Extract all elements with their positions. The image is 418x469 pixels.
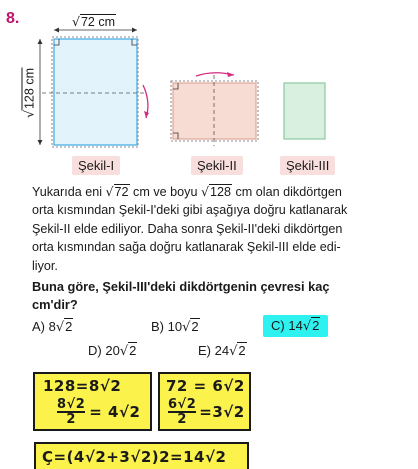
- height-label: √128 cm: [21, 68, 37, 118]
- option-a[interactable]: A) 8√2: [32, 319, 73, 335]
- option-b[interactable]: B) 10√2: [151, 319, 199, 335]
- width-label: √72 cm: [72, 14, 116, 29]
- solution-box-1: [33, 372, 152, 431]
- folding-diagram: [0, 0, 418, 180]
- caption-sekil-2: Şekil-II: [191, 156, 243, 175]
- figure: [0, 0, 418, 180]
- solution-2-line: 72 = 6√2: [166, 377, 245, 395]
- question-text: Buna göre, Şekil-III'deki dikdörtgenin çevresi kaç cm'dir?: [32, 279, 330, 313]
- solution-2-fraction: $\frac{6√2}{2}$ =3√2: [168, 397, 245, 427]
- text-line-2: orta kısmından Şekil-I'deki gibi aşağıya doğru katlanarak: [32, 203, 348, 218]
- solution-box-2: [158, 372, 251, 431]
- caption-sekil-3: Şekil-III: [280, 156, 335, 175]
- sekil2-rectangle: [173, 83, 256, 139]
- sekil1-rectangle: [54, 39, 137, 145]
- width-value: 72 cm: [80, 15, 116, 29]
- caption-sekil-1: Şekil-I: [72, 156, 120, 175]
- option-e[interactable]: E) 24√2: [198, 343, 246, 359]
- text-line-5: liyor.: [32, 258, 58, 273]
- perimeter-result: Ç=(4√2+3√2)2=14√2: [42, 448, 227, 466]
- solution-1-fraction: $\frac{8√2}{2}$ = 4√2: [57, 397, 141, 427]
- problem-text: [32, 183, 362, 275]
- option-c[interactable]: C) 14√2: [263, 315, 328, 337]
- solution-1-line: 128=8√2: [43, 377, 122, 395]
- question-number: 8.: [6, 10, 20, 27]
- text-line-3: Şekil-II elde ediliyor. Daha sonra Şekil-II'deki dikdörtgen: [32, 221, 343, 236]
- height-value: 128 cm: [22, 68, 37, 110]
- sekil3-rectangle: [284, 83, 325, 139]
- text-line-1: Yukarıda eni √72 cm ve boyu √128 cm olan dikdörtgen: [32, 184, 342, 199]
- option-d[interactable]: D) 20√2: [88, 343, 137, 359]
- text-line-4: orta kısmından sağa doğru katlanarak Şekil-III elde edi-: [32, 240, 341, 255]
- solution-box-3: [34, 442, 249, 469]
